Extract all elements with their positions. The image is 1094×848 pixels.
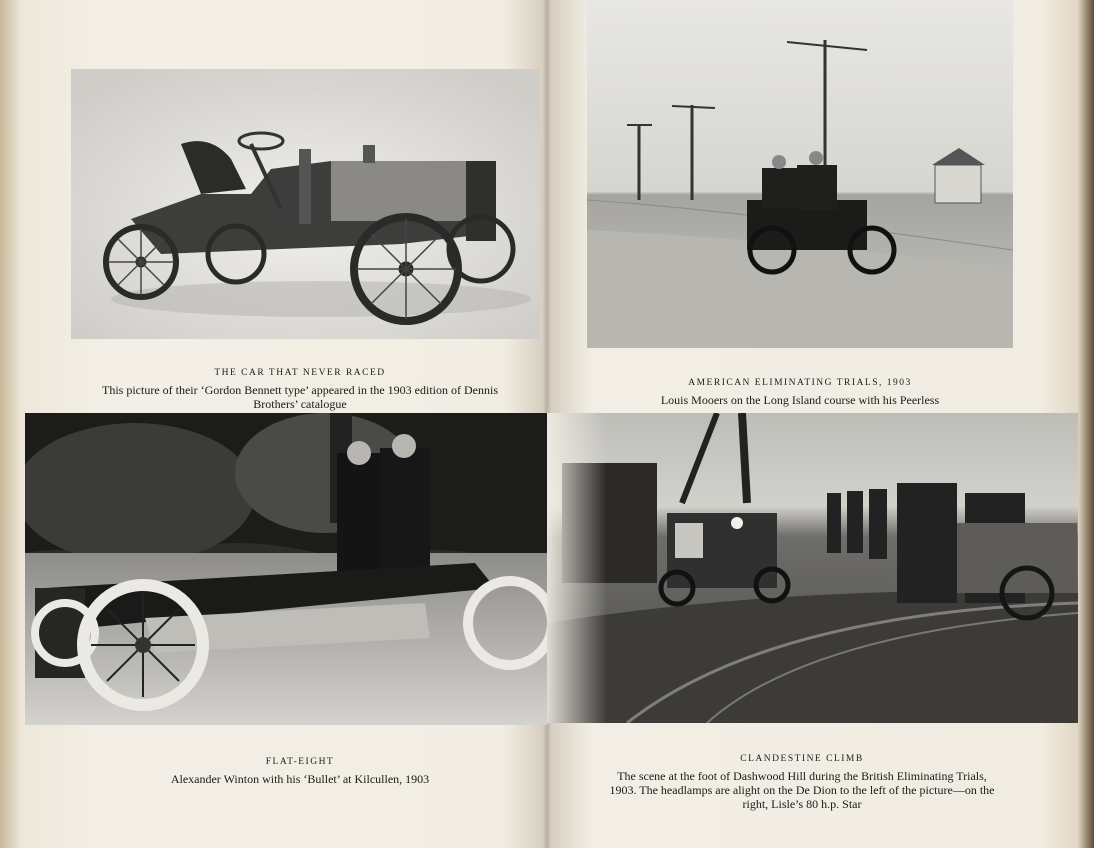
caption-title: THE CAR THAT NEVER RACED <box>214 368 386 378</box>
caption-title: CLANDESTINE CLIMB <box>740 754 864 764</box>
caption-text: Alexander Winton with his ‘Bullet’ at Kilcullen, 1903 <box>170 772 430 786</box>
photo-dennis-gordon-bennett-car <box>71 69 539 339</box>
caption-flat-eight <box>120 755 480 786</box>
caption-title: FLAT-EIGHT <box>265 757 335 767</box>
photo-winton-bullet <box>25 413 547 725</box>
caption-text: The scene at the foot of Dashwood Hill during the British Eliminating Trials, 1903. The headlamps are alight on the De Dion to the left of the picture—on the right, Lisle’s 80 h.p. Star <box>609 769 995 811</box>
caption-car-that-never-raced <box>100 366 500 411</box>
caption-text: This picture of their ‘Gordon Bennett type’ appeared in the 1903 edition of Dennis Brothers’ catalogue <box>102 383 498 411</box>
right-page <box>547 0 1094 848</box>
caption-clandestine-climb <box>609 752 995 811</box>
caption-text: Louis Mooers on the Long Island course with his Peerless <box>660 393 940 407</box>
caption-title: AMERICAN ELIMINATING TRIALS, 1903 <box>688 378 912 388</box>
caption-american-eliminating-trials <box>617 376 983 407</box>
photo-dashwood-hill-scene <box>547 413 1078 723</box>
photo-mooers-peerless-long-island <box>587 0 1013 348</box>
